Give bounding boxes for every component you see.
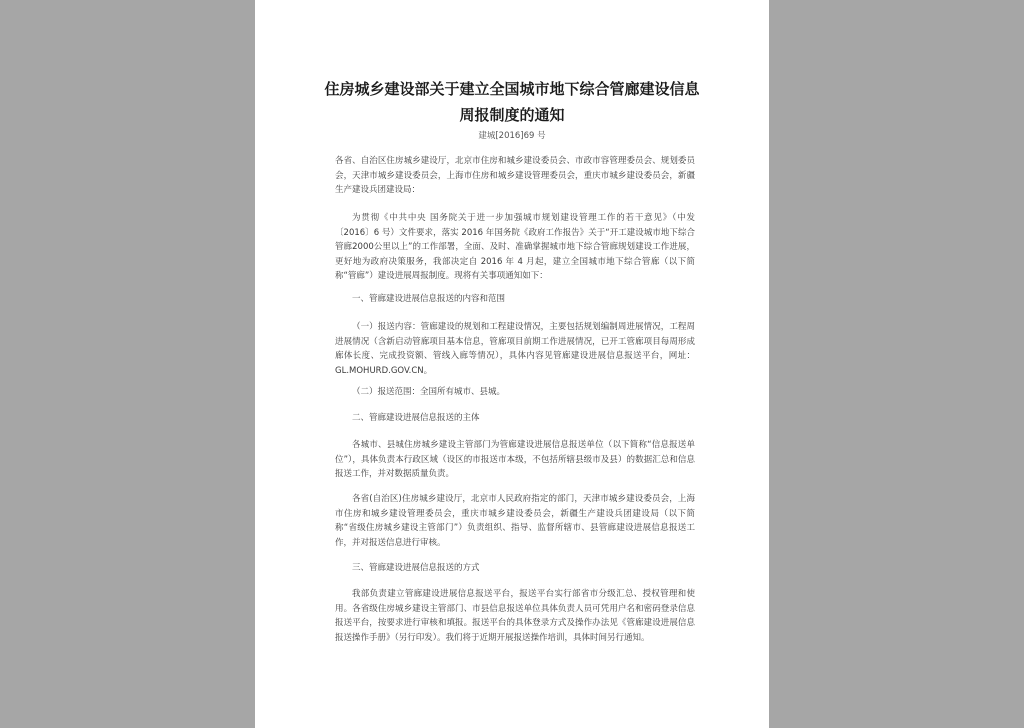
document-title-line2: 周报制度的通知	[459, 106, 565, 124]
section2-paragraph-1: 各城市、县城住房城乡建设主管部门为管廊建设进展信息报送单位（以下简称“信息报送单位”），具体负责本行政区域（设区的市报送市本级，不包括所辖县级市及县）的数据汇总和信息报送工作，并对数据质量负责。	[335, 440, 695, 480]
intro-paragraph: 为贯彻《中共中央 国务院关于进一步加强城市规划建设管理工作的若干意见》（中发〔2016〕6 号）文件要求，落实 2016 年国务院《政府工作报告》关于“开工建设城市地下综合管廊2000公里以上”的工作部署，全面、及时、准确掌握城市地下综合管廊规划建设工作进展，更好地为政府决策服务，我部决定自 2016 年 4 月起，建立全国城市地下综合管廊（以下简称“管廊”）建设进展周报制度。现将有关事项通知如下：	[335, 213, 695, 282]
recipients-paragraph: 各省、自治区住房城乡建设厅，北京市住房和城乡建设委员会、市政市容管理委员会、规划委员会，天津市城乡建设委员会，上海市住房和城乡建设管理委员会，重庆市城乡建设委员会，新疆生产建设兵团建设局：	[335, 156, 695, 196]
document-number: 建城[2016]69 号	[478, 131, 546, 141]
section3-p1-block	[335, 587, 695, 645]
recipients-block	[335, 154, 695, 198]
section1-p2-block	[335, 385, 695, 400]
intro-block	[335, 211, 695, 284]
section1-heading: 一、管廊建设进展信息报送的内容和范围	[352, 294, 506, 304]
section3-paragraph-1: 我部负责建立管廊建设进展信息报送平台，报送平台实行部省市分级汇总、授权管理和使用。各省级住房城乡建设主管部门、市县信息报送单位具体负责人员可凭用户名和密码登录信息报送平台，按要求进行审核和填报。报送平台的具体登录方式及操作办法见《管廊建设进展信息报送操作手册》（另行印发）。我们将于近期开展报送操作培训，具体时间另行通知。	[335, 589, 695, 643]
section2-p2-block	[335, 492, 695, 550]
section1-paragraph-1: （一）报送内容：管廊建设的规划和工程建设情况，主要包括规划编制周进展情况，工程周进展情况（含新启动管廊项目基本信息，管廊项目前期工作进展情况，已开工管廊项目每周形成廊体长度、完成投资额、管线入廊等情况），具体内容见管廊建设进展信息报送平台，网址：GL.MOHURD.GOV.CN。	[335, 322, 695, 376]
document-page	[255, 0, 769, 728]
section3-heading: 三、管廊建设进展信息报送的方式	[352, 563, 480, 573]
document-title-line1: 住房城乡建设部关于建立全国城市地下综合管廊建设信息	[324, 80, 700, 98]
section2-p1-block	[335, 438, 695, 482]
section2-heading: 二、管廊建设进展信息报送的主体	[352, 413, 480, 423]
section2-paragraph-2: 各省(自治区)住房城乡建设厅，北京市人民政府指定的部门，天津市城乡建设委员会，上海市住房和城乡建设管理委员会，重庆市城乡建设委员会，新疆生产建设兵团建设局（以下简称“省级住房城乡建设主管部门”）负责组织、指导、监督所辖市、县管廊建设进展信息报送工作，并对报送信息进行审核。	[335, 494, 695, 548]
section1-p1-block	[335, 320, 695, 378]
section1-paragraph-2: （二）报送范围：全国所有城市、县城。	[352, 387, 506, 397]
